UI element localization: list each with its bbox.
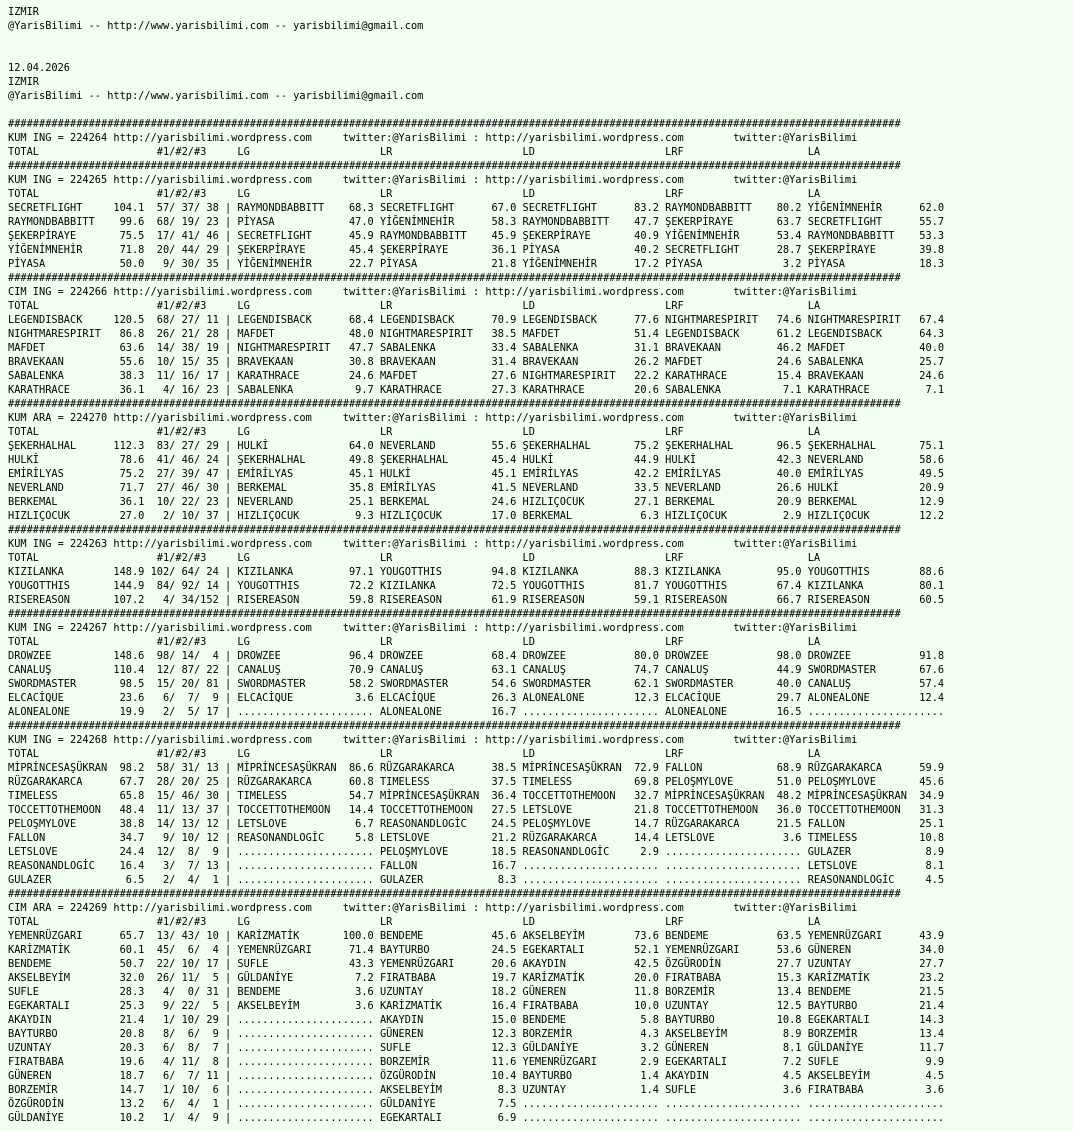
- column-header-line: TOTAL #1/#2/#3 LG LR LD LRF LA: [8, 552, 821, 564]
- horse-row: BRAVEKAAN 55.6 10/ 15/ 35 | BRAVEKAAN 30.8 BRAVEKAAN 31.4 BRAVEKAAN 26.2 MAFDET 24.6 SABALENKA 25.7: [8, 356, 945, 368]
- separator-line: ################################################################################################################################################: [8, 888, 901, 900]
- horse-row: RÜZGARAKARCA 67.7 28/ 20/ 25 | RÜZGARAKARCA 60.8 TIMELESS 37.5 TIMELESS 69.8 PELOŞMYLOVE 51.0 PELOŞMYLOVE 45.6: [8, 776, 945, 788]
- separator-line: ################################################################################################################################################: [8, 524, 901, 536]
- horse-row: MAFDET 63.6 14/ 38/ 19 | NIGHTMARESPIRIT 47.7 SABALENKA 33.4 SABALENKA 31.1 BRAVEKAAN 46.2 MAFDET 40.0: [8, 342, 945, 354]
- horse-row: HULKİ 78.6 41/ 46/ 24 | ŞEKERHALHAL 49.8 ŞEKERHALHAL 45.4 HULKİ 44.9 HULKİ 42.3 NEVERLAND 58.6: [8, 454, 945, 466]
- blank-line: [8, 47, 1073, 61]
- separator-line: ################################################################################################################################################: [8, 272, 901, 284]
- horse-row: ÖZGÜRODİN 13.2 6/ 4/ 1 | ...................... GÜLDANİYE 7.5 ...................... ...................... ......................: [8, 1098, 945, 1110]
- column-header-line: TOTAL #1/#2/#3 LG LR LD LRF LA: [8, 748, 821, 760]
- horse-row: ELCACİQUE 23.6 6/ 7/ 9 | ELCACİQUE 3.6 ELCACİQUE 26.3 ALONEALONE 12.3 ELCACİQUE 29.7 ALONEALONE 12.4: [8, 692, 945, 704]
- horse-row: GÜNEREN 18.7 6/ 7/ 11 | ...................... ÖZGÜRODİN 10.4 BAYTURBO 1.4 AKAYDIN 4.5 AKSELBEYİM 4.5: [8, 1070, 945, 1082]
- horse-row: TOCCETTOTHEMOON 48.4 11/ 13/ 37 | TOCCETTOTHEMOON 14.4 TOCCETTOTHEMOON 27.5 LETSLOVE 21.8 TOCCETTOTHEMOON 36.0 TOCCETTOTHEMOON 31.3: [8, 804, 945, 816]
- horse-row: REASONANDLOGİC 16.4 3/ 7/ 13 | ...................... FALLON 16.7 ...................... ...................... LETSLOVE 8.1: [8, 860, 945, 872]
- horse-row: SWORDMASTER 98.5 15/ 20/ 81 | SWORDMASTER 58.2 SWORDMASTER 54.6 SWORDMASTER 62.1 SWORDMASTER 40.0 CANALUŞ 57.4: [8, 678, 945, 690]
- horse-row: EGEKARTALI 25.3 9/ 22/ 5 | AKSELBEYİM 3.6 KARİZMATİK 16.4 FIRATBABA 10.0 UZUNTAY 12.5 BAYTURBO 21.4: [8, 1000, 945, 1012]
- horse-row: RISEREASON 107.2 4/ 34/152 | RISEREASON 59.8 RISEREASON 61.9 RISEREASON 59.1 RISEREASON 66.7 RISEREASON 60.5: [8, 594, 945, 606]
- horse-row: EMİRİLYAS 75.2 27/ 39/ 47 | EMİRİLYAS 45.1 HULKİ 45.1 EMİRİLYAS 42.2 EMİRİLYAS 40.0 EMİRİLYAS 49.5: [8, 468, 945, 480]
- separator-line: ################################################################################################################################################: [8, 608, 901, 620]
- race-header-line: KUM ING = 224264 http://yarisbilimi.wordpress.com twitter:@YarisBilimi : http://yarisbilimi.wordpress.com twitter:@YarisBilimi: [8, 132, 858, 144]
- page-header-line: 12.04.2026: [8, 62, 70, 74]
- horse-row: ŞEKERHALHAL 112.3 83/ 27/ 29 | HULKİ 64.0 NEVERLAND 55.6 ŞEKERHALHAL 75.2 ŞEKERHALHAL 96.5 ŞEKERHALHAL 75.1: [8, 440, 945, 452]
- horse-row: NIGHTMARESPIRIT 86.8 26/ 21/ 28 | MAFDET 48.0 NIGHTMARESPIRIT 38.5 MAFDET 51.4 LEGENDISBACK 61.2 LEGENDISBACK 64.3: [8, 328, 945, 340]
- horse-row: TIMELESS 65.8 15/ 46/ 30 | TIMELESS 54.7 MİPRİNCESAŞÜKRAN 36.4 TOCCETTOTHEMOON 32.7 MİPRİNCESAŞÜKRAN 48.2 MİPRİNCESAŞÜKRAN 34.9: [8, 790, 945, 802]
- horse-row: KIZILANKA 148.9 102/ 64/ 24 | KIZILANKA 97.1 YOUGOTTHIS 94.8 KIZILANKA 88.3 KIZILANKA 95.0 YOUGOTTHIS 88.6: [8, 566, 945, 578]
- horse-row: HIZLIÇOCUK 27.0 2/ 10/ 37 | HIZLIÇOCUK 9.3 HIZLIÇOCUK 17.0 BERKEMAL 6.3 HIZLIÇOCUK 2.9 HIZLIÇOCUK 12.2: [8, 510, 945, 522]
- column-header-line: TOTAL #1/#2/#3 LG LR LD LRF LA: [8, 636, 821, 648]
- horse-row: BAYTURBO 20.8 8/ 6/ 9 | ...................... GÜNEREN 12.3 BORZEMİR 4.3 AKSELBEYİM 8.9 BORZEMİR 13.4: [8, 1028, 945, 1040]
- separator-line: ################################################################################################################################################: [8, 398, 901, 410]
- column-header-line: TOTAL #1/#2/#3 LG LR LD LRF LA: [8, 188, 821, 200]
- horse-row: GULAZER 6.5 2/ 4/ 1 | ...................... GULAZER 8.3 ...................... ...................... REASONANDLOGİC 4.5: [8, 874, 945, 886]
- horse-row: PİYASA 50.0 9/ 30/ 35 | YİĞENİMNEHİR 22.7 PİYASA 21.8 YİĞENİMNEHİR 17.2 PİYASA 3.2 PİYASA 18.3: [8, 258, 945, 270]
- horse-row: FALLON 34.7 9/ 10/ 12 | REASONANDLOGİC 5.8 LETSLOVE 21.2 RÜZGARAKARCA 14.4 LETSLOVE 3.6 TIMELESS 10.8: [8, 832, 945, 844]
- column-header-line: TOTAL #1/#2/#3 LG LR LD LRF LA: [8, 916, 821, 928]
- separator-line: ################################################################################################################################################: [8, 160, 901, 172]
- page-header-line: IZMIR: [8, 76, 39, 88]
- horse-row: BORZEMİR 14.7 1/ 10/ 6 | ...................... AKSELBEYİM 8.3 UZUNTAY 1.4 SUFLE 3.6 FIRATBABA 3.6: [8, 1084, 945, 1096]
- race-header-line: KUM ING = 224265 http://yarisbilimi.wordpress.com twitter:@YarisBilimi : http://yarisbilimi.wordpress.com twitter:@YarisBilimi: [8, 174, 858, 186]
- horse-row: FIRATBABA 19.6 4/ 11/ 8 | ...................... BORZEMİR 11.6 YEMENRÜZGARI 2.9 EGEKARTALI 7.2 SUFLE 9.9: [8, 1056, 945, 1068]
- horse-row: LEGENDISBACK 120.5 68/ 27/ 11 | LEGENDISBACK 68.4 LEGENDISBACK 70.9 LEGENDISBACK 77.6 NIGHTMARESPIRIT 74.6 NIGHTMARESPIRIT 67.4: [8, 314, 945, 326]
- horse-row: UZUNTAY 20.3 6/ 8/ 7 | ...................... SUFLE 12.3 GÜLDANİYE 3.2 GÜNEREN 8.1 GÜLDANİYE 11.7: [8, 1042, 945, 1054]
- horse-row: KARATHRACE 36.1 4/ 16/ 23 | SABALENKA 9.7 KARATHRACE 27.3 KARATHRACE 20.6 SABALENKA 7.1 KARATHRACE 7.1: [8, 384, 945, 396]
- horse-row: PELOŞMYLOVE 38.8 14/ 13/ 12 | LETSLOVE 6.7 REASONANDLOGİC 24.5 PELOŞMYLOVE 14.7 RÜZGARAKARCA 21.5 FALLON 25.1: [8, 818, 945, 830]
- separator-line: ################################################################################################################################################: [8, 118, 901, 130]
- race-header-line: KUM ARA = 224270 http://yarisbilimi.wordpress.com twitter:@YarisBilimi : http://yarisbilimi.wordpress.com twitter:@YarisBilimi: [8, 412, 858, 424]
- horse-row: SABALENKA 38.3 11/ 16/ 17 | KARATHRACE 24.6 MAFDET 27.6 NIGHTMARESPIRIT 22.2 KARATHRACE 15.4 BRAVEKAAN 24.6: [8, 370, 945, 382]
- horse-row: YEMENRÜZGARI 65.7 13/ 43/ 10 | KARİZMATİK 100.0 BENDEME 45.6 AKSELBEYİM 73.6 BENDEME 63.5 YEMENRÜZGARI 43.9: [8, 930, 945, 942]
- horse-row: CANALUŞ 110.4 12/ 87/ 22 | CANALUŞ 70.9 CANALUŞ 63.1 CANALUŞ 74.7 CANALUŞ 44.9 SWORDMASTER 67.6: [8, 664, 945, 676]
- race-header-line: KUM ING = 224267 http://yarisbilimi.wordpress.com twitter:@YarisBilimi : http://yarisbilimi.wordpress.com twitter:@YarisBilimi: [8, 622, 858, 634]
- horse-row: RAYMONDBABBITT 99.6 68/ 19/ 23 | PİYASA 47.0 YİĞENİMNEHİR 58.3 RAYMONDBABBITT 47.7 ŞEKERPİRAYE 63.7 SECRETFLIGHT 55.7: [8, 216, 945, 228]
- horse-row: LETSLOVE 24.4 12/ 8/ 9 | ...................... PELOŞMYLOVE 18.5 REASONANDLOGİC 2.9 ...................... GULAZER 8.9: [8, 846, 945, 858]
- horse-row: AKAYDIN 21.4 1/ 10/ 29 | ...................... AKAYDIN 15.0 BENDEME 5.8 BAYTURBO 10.8 EGEKARTALI 14.3: [8, 1014, 945, 1026]
- page-header-line: @YarisBilimi -- http://www.yarisbilimi.com -- yarisbilimi@gmail.com: [8, 20, 424, 32]
- horse-row: BERKEMAL 36.1 10/ 22/ 23 | NEVERLAND 25.1 BERKEMAL 24.6 HIZLIÇOCUK 27.1 BERKEMAL 20.9 BERKEMAL 12.9: [8, 496, 945, 508]
- horse-row: BENDEME 50.7 22/ 10/ 17 | SUFLE 43.3 YEMENRÜZGARI 20.6 AKAYDIN 42.5 ÖZGÜRODİN 27.7 UZUNTAY 27.7: [8, 958, 945, 970]
- horse-row: AKSELBEYİM 32.0 26/ 11/ 5 | GÜLDANİYE 7.2 FIRATBABA 19.7 KARİZMATİK 20.0 FIRATBABA 15.3 KARİZMATİK 23.2: [8, 972, 945, 984]
- separator-line: ################################################################################################################################################: [8, 720, 901, 732]
- page-header-line: IZMIR: [8, 6, 39, 18]
- horse-row: SUFLE 28.3 4/ 0/ 31 | BENDEME 3.6 UZUNTAY 18.2 GÜNEREN 11.8 BORZEMİR 13.4 BENDEME 21.5: [8, 986, 945, 998]
- horse-row: GÜLDANİYE 10.2 1/ 4/ 9 | ...................... EGEKARTALI 6.9 ...................... ...................... ......................: [8, 1112, 945, 1124]
- column-header-line: TOTAL #1/#2/#3 LG LR LD LRF LA: [8, 426, 821, 438]
- column-header-line: TOTAL #1/#2/#3 LG LR LD LRF LA: [8, 146, 821, 158]
- horse-row: NEVERLAND 71.7 27/ 46/ 30 | BERKEMAL 35.8 EMİRİLYAS 41.5 NEVERLAND 33.5 NEVERLAND 26.6 HULKİ 20.9: [8, 482, 945, 494]
- column-header-line: TOTAL #1/#2/#3 LG LR LD LRF LA: [8, 300, 821, 312]
- race-header-line: CIM ING = 224266 http://yarisbilimi.wordpress.com twitter:@YarisBilimi : http://yarisbilimi.wordpress.com twitter:@YarisBilimi: [8, 286, 858, 298]
- horse-row: DROWZEE 148.6 98/ 14/ 4 | DROWZEE 96.4 DROWZEE 68.4 DROWZEE 80.0 DROWZEE 98.0 DROWZEE 91.8: [8, 650, 945, 662]
- horse-row: MİPRİNCESAŞÜKRAN 98.2 58/ 31/ 13 | MİPRİNCESAŞÜKRAN 86.6 RÜZGARAKARCA 38.5 MİPRİNCESAŞÜKRAN 72.9 FALLON 68.9 RÜZGARAKARCA 59.9: [8, 762, 945, 774]
- horse-row: SECRETFLIGHT 104.1 57/ 37/ 38 | RAYMONDBABBITT 68.3 SECRETFLIGHT 67.0 SECRETFLIGHT 83.2 RAYMONDBABBITT 80.2 YİĞENİMNEHİR 62.0: [8, 202, 945, 214]
- horse-row: YİĞENİMNEHİR 71.8 20/ 44/ 29 | ŞEKERPİRAYE 45.4 ŞEKERPİRAYE 36.1 PİYASA 40.2 SECRETFLIGHT 28.7 ŞEKERPİRAYE 39.8: [8, 244, 945, 256]
- horse-row: ŞEKERPİRAYE 75.5 17/ 41/ 46 | SECRETFLIGHT 45.9 RAYMONDBABBITT 45.9 ŞEKERPİRAYE 40.9 YİĞENİMNEHİR 53.4 RAYMONDBABBITT 53.3: [8, 230, 945, 242]
- horse-row: YOUGOTTHIS 144.9 84/ 92/ 14 | YOUGOTTHIS 72.2 KIZILANKA 72.5 YOUGOTTHIS 81.7 YOUGOTTHIS 67.4 KIZILANKA 80.1: [8, 580, 945, 592]
- race-header-line: KUM ING = 224263 http://yarisbilimi.wordpress.com twitter:@YarisBilimi : http://yarisbilimi.wordpress.com twitter:@YarisBilimi: [8, 538, 858, 550]
- race-header-line: KUM ING = 224268 http://yarisbilimi.wordpress.com twitter:@YarisBilimi : http://yarisbilimi.wordpress.com twitter:@YarisBilimi: [8, 734, 858, 746]
- horse-row: KARİZMATİK 60.1 45/ 6/ 4 | YEMENRÜZGARI 71.4 BAYTURBO 24.5 EGEKARTALI 52.1 YEMENRÜZGARI 53.6 GÜNEREN 34.0: [8, 944, 945, 956]
- horse-row: ALONEALONE 19.9 2/ 5/ 17 | ...................... ALONEALONE 16.7 ...................... ALONEALONE 16.5 ......................: [8, 706, 945, 718]
- blank-line: [8, 33, 1073, 47]
- page-header-line: @YarisBilimi -- http://www.yarisbilimi.com -- yarisbilimi@gmail.com: [8, 90, 424, 102]
- blank-line: [8, 103, 1073, 117]
- race-header-line: CIM ARA = 224269 http://yarisbilimi.wordpress.com twitter:@YarisBilimi : http://yarisbilimi.wordpress.com twitter:@YarisBilimi: [8, 902, 858, 914]
